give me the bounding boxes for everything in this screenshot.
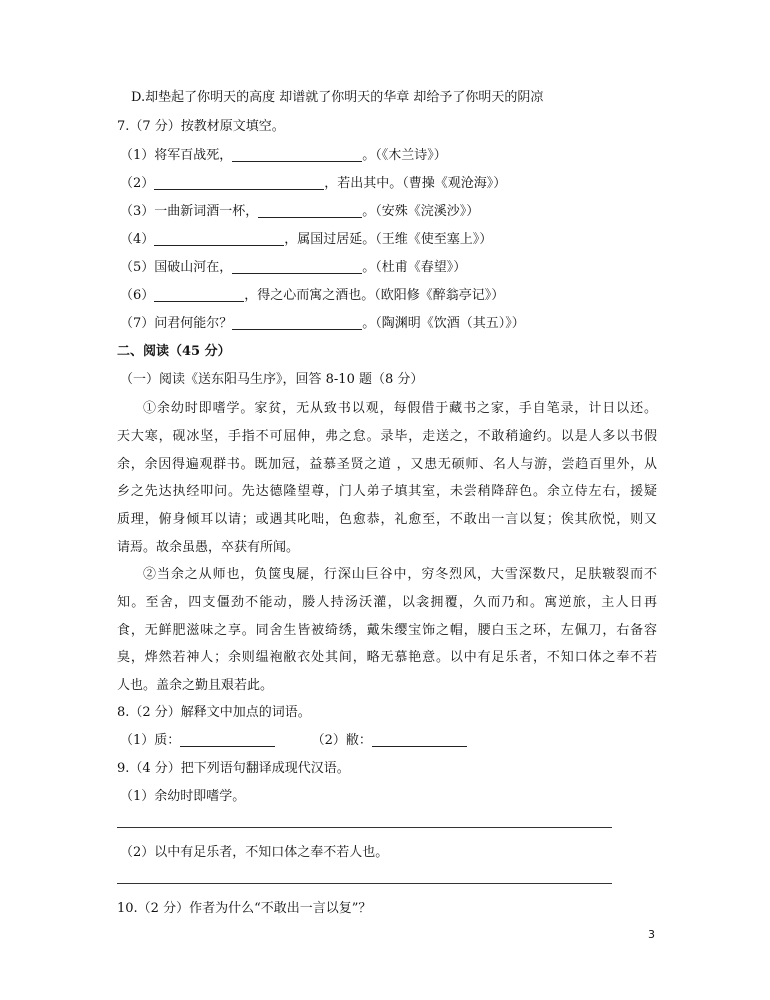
q9-item-1: （1）余幼时即嗜学。 xyxy=(120,789,246,804)
q7-item-6-suffix: ，得之心而寓之酒也。（欧阳修《醉翁亭记》） xyxy=(244,288,505,303)
q7-item-2 xyxy=(120,174,506,194)
passage-line: 质理，俯身倾耳以请；或遇其叱咄，色愈恭，礼愈至，不敢出一言以复；俟其欣悦，则又 xyxy=(117,512,657,528)
q7-item-4 xyxy=(120,230,492,250)
answer-line[interactable] xyxy=(117,827,612,828)
answer-blank[interactable] xyxy=(372,732,467,747)
q7-title: 7.（7 分）按教材原文填空。 xyxy=(117,119,285,134)
q7-item-1 xyxy=(120,146,447,166)
q7-item-4-suffix: ，属国过居延。（王维《使至塞上》） xyxy=(284,232,493,247)
q7-item-5-suffix: 。（杜甫《春望》） xyxy=(362,260,467,275)
answer-blank[interactable] xyxy=(232,259,362,274)
q7-item-4-prefix: （4） xyxy=(120,232,155,247)
q8-title: 8.（2 分）解释文中加点的词语。 xyxy=(117,705,311,720)
passage-line: ②当余之从师也，负箧曳屣，行深山巨谷中，穷冬烈风，大雪深数尺，足肤皲裂而不 xyxy=(143,567,657,582)
reading-passage-paragraph-2 xyxy=(117,561,657,700)
q7-item-2-prefix: （2） xyxy=(120,176,155,191)
q7-item-3-prefix: （3）一曲新词酒一杯， xyxy=(120,204,259,219)
q7-item-7-suffix: 。（陶渊明《饮酒（其五）》） xyxy=(362,316,525,331)
q7-item-7 xyxy=(120,314,525,334)
q8-items xyxy=(120,731,467,751)
passage-line: 请焉。故余虽愚，卒获有所闻。 xyxy=(117,539,300,555)
q7-item-1-prefix: （1）将军百战死， xyxy=(120,148,233,163)
q7-item-7-prefix: （7）问君何能尔？ xyxy=(120,316,233,331)
passage-line: 乡之先达执经叩问。先达德隆望尊，门人弟子填其室，未尝稍降辞色。余立侍左右，援疑 xyxy=(117,484,657,500)
q9-title: 9.（4 分）把下列语句翻译成现代汉语。 xyxy=(117,761,350,776)
section-2-title: 二、阅读（45 分） xyxy=(117,344,231,359)
part-1-title: （一）阅读《送东阳马生序》，回答 8-10 题（8 分） xyxy=(120,372,424,387)
reading-passage-paragraph-1 xyxy=(117,395,657,562)
answer-blank[interactable] xyxy=(154,231,284,246)
q10-title: 10.（2 分）作者为什么“不敢出一言以复”？ xyxy=(117,901,372,916)
q7-item-3 xyxy=(120,202,479,222)
passage-line: 知。至舍，四支僵劲不能动，媵人持汤沃灌，以衾拥覆，久而乃和。寓逆旅，主人日再 xyxy=(117,594,657,610)
passage-line: 余，余因得遍观群书。既加冠，益慕圣贤之道 ，又患无硕师、名人与游，尝趋百里外，从 xyxy=(117,456,657,472)
passage-line: 食，无鲜肥滋味之享。同舍生皆被绮绣，戴朱缨宝饰之帽，腰白玉之环，左佩刀，右备容 xyxy=(117,622,657,638)
q7-item-3-suffix: 。（安殊《浣溪沙》） xyxy=(362,204,480,219)
q7-item-6 xyxy=(120,286,504,306)
answer-blank[interactable] xyxy=(258,203,362,218)
answer-blank[interactable] xyxy=(232,147,362,162)
passage-line: 天大寒，砚冰坚，手指不可屈伸，弗之怠。录毕，走送之，不敢稍逾约。以是人多以书假 xyxy=(117,428,657,444)
q7-item-5-prefix: （5）国破山河在， xyxy=(120,260,233,275)
passage-line: ①余幼时即嗜学。家贫，无从致书以观，每假借于藏书之家，手自笔录，计日以还。 xyxy=(143,401,657,416)
q8-item-2: （2）敝： xyxy=(311,733,372,748)
page-number: 3 xyxy=(648,928,655,941)
q7-item-5 xyxy=(120,258,466,278)
q7-item-1-suffix: 。（《木兰诗》） xyxy=(362,148,447,163)
q7-item-6-prefix: （6） xyxy=(120,288,155,303)
option-d: D.却垫起了你明天的高度 却谱就了你明天的华章 却给予了你明天的阴凉 xyxy=(131,90,544,105)
answer-blank[interactable] xyxy=(180,732,275,747)
answer-blank[interactable] xyxy=(154,175,324,190)
answer-blank[interactable] xyxy=(154,287,244,302)
answer-line[interactable] xyxy=(117,883,612,884)
q9-item-2: （2）以中有足乐者，不知口体之奉不若人也。 xyxy=(120,845,389,860)
answer-blank[interactable] xyxy=(232,315,362,330)
passage-line: 臭，烨然若神人；余则缊袍敝衣处其间，略无慕艳意。以中有足乐者，不知口体之奉不若 xyxy=(117,650,657,666)
q7-item-2-suffix: ，若出其中。（曹操《观沧海》） xyxy=(324,176,507,191)
passage-line: 人也。盖余之勤且艰若此。 xyxy=(117,678,274,694)
q8-item-1: （1）质： xyxy=(120,733,181,748)
